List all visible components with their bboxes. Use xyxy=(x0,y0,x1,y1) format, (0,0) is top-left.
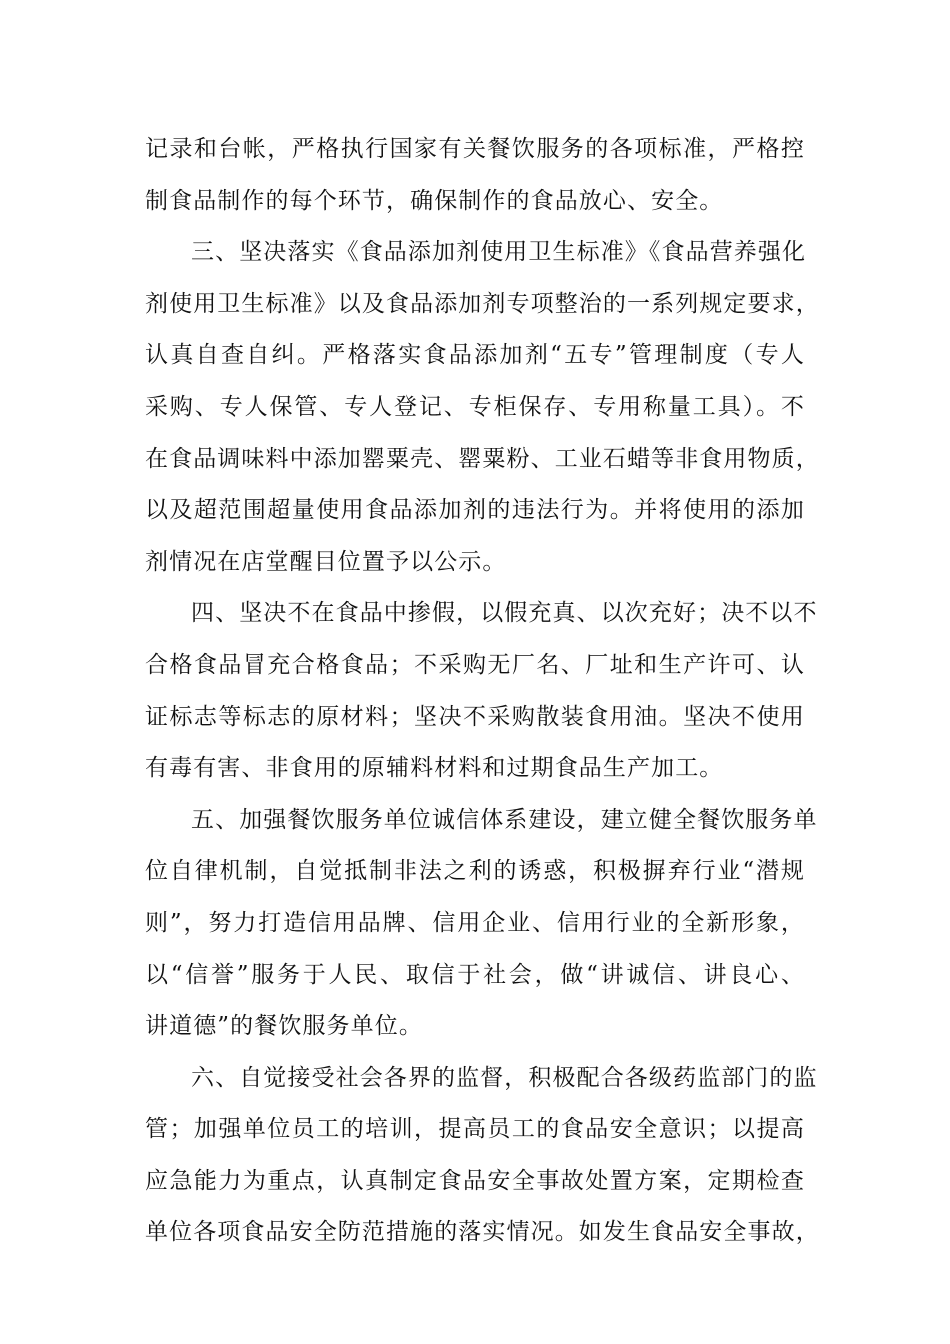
document-page xyxy=(145,124,820,1259)
text-line: 剂情况在店堂醒目位置予以公示。 xyxy=(145,548,507,575)
paragraph-start-line: 三、坚决落实《食品添加剂使用卫生标准》《食品营养强化 xyxy=(191,239,807,266)
text-line: 管；加强单位员工的培训，提高员工的食品安全意识；以提高 xyxy=(145,1116,805,1143)
text-line: 证标志等标志的原材料；坚决不采购散装食用油。坚决不使用 xyxy=(145,703,805,730)
text-line: 单位各项食品安全防范措施的落实情况。如发生食品安全事故， xyxy=(145,1219,820,1246)
text-line: 采购、专人保管、专人登记、专柜保存、专用称量工具）。不 xyxy=(145,393,805,420)
text-line: 有毒有害、非食用的原辅料材料和过期食品生产加工。 xyxy=(145,755,724,782)
paragraph-start-line: 四、坚决不在食品中掺假，以假充真、以次充好；决不以不 xyxy=(191,600,818,627)
text-line: 认真自查自纠。严格落实食品添加剂“五专”管理制度（专人 xyxy=(145,342,805,369)
text-line: 剂使用卫生标准》以及食品添加剂专项整治的一系列规定要求， xyxy=(145,290,820,317)
text-line: 则”，努力打造信用品牌、信用企业、信用行业的全新形象， xyxy=(145,909,805,936)
paragraph-start-line: 五、加强餐饮服务单位诚信体系建设，建立健全餐饮服务单 xyxy=(191,806,818,833)
text-line: 位自律机制，自觉抵制非法之利的诱惑，积极摒弃行业“潜规 xyxy=(145,858,805,885)
text-line: 记录和台帐，严格执行国家有关餐饮服务的各项标准，严格控 xyxy=(145,136,805,162)
text-line: 制食品制作的每个环节，确保制作的食品放心、安全。 xyxy=(145,187,724,214)
text-line: 讲道德”的餐饮服务单位。 xyxy=(145,1013,423,1040)
text-line: 以“信誉”服务于人民、取信于社会，做“讲诚信、讲良心、 xyxy=(145,961,805,988)
text-line: 合格食品冒充合格食品；不采购无厂名、厂址和生产许可、认 xyxy=(145,651,805,678)
text-line: 以及超范围超量使用食品添加剂的违法行为。并将使用的添加 xyxy=(145,497,805,524)
paragraph-start-line: 六、自觉接受社会各界的监督，积极配合各级药监部门的监 xyxy=(191,1064,818,1091)
text-line: 在食品调味料中添加罂粟壳、罂粟粉、工业石蜡等非食用物质， xyxy=(145,445,820,472)
text-line: 应急能力为重点，认真制定食品安全事故处置方案，定期检查 xyxy=(145,1167,805,1194)
